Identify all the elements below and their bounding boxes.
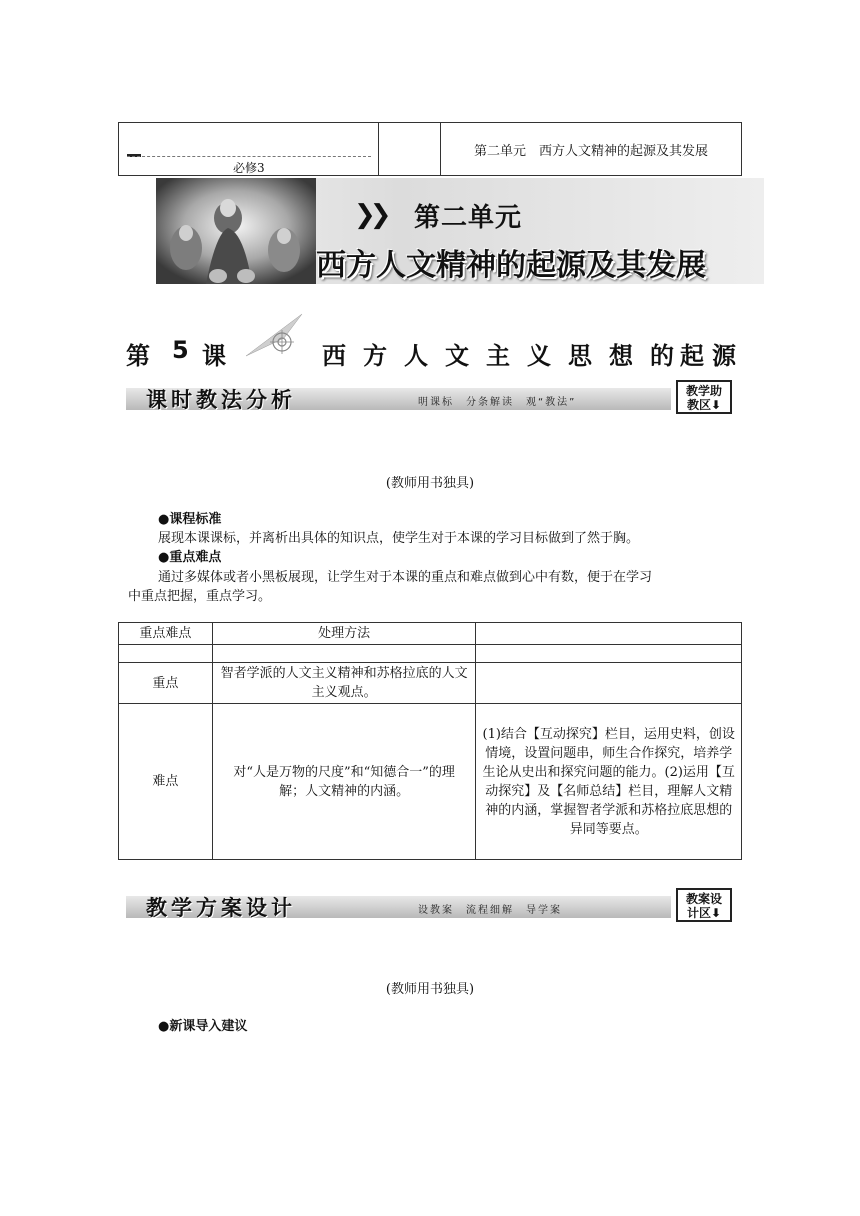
section-bar-lesson-analysis xyxy=(126,380,736,416)
key-points-text-line: 通过多媒体或者小黑板展现，让学生对于本课的重点和难点做到心中有数，便于在学习 xyxy=(158,570,653,585)
lesson-design-tag xyxy=(676,888,732,922)
header-middle-cell xyxy=(378,123,441,175)
table-cell xyxy=(212,645,476,663)
lesson-title-char: 主 xyxy=(486,342,510,370)
banner-unit-label: 第二单元 xyxy=(414,203,523,233)
lesson-title-char: 西 xyxy=(322,342,346,370)
table-cell xyxy=(119,645,213,663)
table-cell-label: 重点 xyxy=(119,663,213,704)
banner-unit-title: 西方人文精神的起源及其发展 xyxy=(316,248,706,283)
tag-line: 教学助 xyxy=(685,384,722,398)
table-cell-label: 难点 xyxy=(119,704,213,860)
table-cell-content: 智者学派的人文主义精神和苏格拉底的人文主义观点。 xyxy=(212,663,476,704)
header-left-cell xyxy=(119,123,379,175)
lesson-title-char: 文 xyxy=(445,342,469,370)
page-header xyxy=(118,122,742,176)
section-title: 教学方案设计 xyxy=(146,895,296,920)
key-points-table xyxy=(118,622,742,860)
lesson-title-char: 人 xyxy=(404,342,428,370)
madonna-painting-image xyxy=(156,178,316,284)
table-cell-method: (1)结合【互动探究】栏目，运用史料，创设情境，设置问题串，师生合作探究，培养学生论从史出和探究问题的能力。(2)运用【互动探究】及【名师总结】栏目，理解人文精神的内涵，掌握智者学派和苏格拉底思想的异同等要点。 xyxy=(476,704,742,860)
lesson-title-char: 想 xyxy=(609,342,633,370)
lesson-title-char: 思 xyxy=(568,342,592,370)
table-header-cell: 处理方法 xyxy=(212,623,476,645)
lesson-title-char: 方 xyxy=(363,342,387,370)
teaching-aid-tag xyxy=(676,380,732,414)
tag-line: 计区⬇ xyxy=(686,906,722,920)
table-cell xyxy=(476,645,742,663)
unit-banner xyxy=(156,178,764,284)
lesson-title-char: 义 xyxy=(527,342,551,370)
lesson-title-char: 的 xyxy=(650,342,674,370)
table-row xyxy=(119,704,742,860)
table-row xyxy=(119,645,742,663)
double-chevron-right-icon: ❯❯ xyxy=(354,200,386,230)
key-points-text-line: 中重点把握，重点学习。 xyxy=(128,589,272,604)
lesson-number-char: 第 xyxy=(126,342,150,370)
header-book-label: 必修3 xyxy=(233,161,265,175)
lesson-title-char: 起 xyxy=(680,342,704,370)
table-cell-content: 对“人是万物的尺度”和“知德合一”的理解；人文精神的内涵。 xyxy=(212,704,476,860)
table-header-row xyxy=(119,623,742,645)
lesson-number-char: 5 xyxy=(172,336,189,364)
table-header-cell: 重点难点 xyxy=(119,623,213,645)
lesson-title-char: 源 xyxy=(712,342,736,370)
teacher-book-note: (教师用书独具) xyxy=(385,982,475,997)
teacher-book-note: (教师用书独具) xyxy=(385,476,475,491)
section-title: 课时教法分析 xyxy=(146,387,296,412)
new-lesson-heading: ●新课导入建议 xyxy=(158,1019,248,1034)
course-standard-heading: ●课程标准 xyxy=(158,512,222,527)
lesson-number-char: 课 xyxy=(202,342,226,370)
key-points-heading: ●重点难点 xyxy=(158,550,222,565)
section-bar-teaching-design xyxy=(126,888,736,924)
header-unit-title: 第二单元 西方人文精神的起源及其发展 xyxy=(473,143,708,159)
target-arrow-icon xyxy=(244,310,308,360)
table-row xyxy=(119,663,742,704)
tag-line: 教区⬇ xyxy=(686,398,722,412)
header-dashed-line xyxy=(127,156,371,157)
section-slogan: 明课标 分条解读 观“教法” xyxy=(418,397,577,408)
tag-line: 教案设 xyxy=(685,892,722,906)
course-standard-text: 展现本课课标，并离析出具体的知识点，使学生对于本课的学习目标做到了然于胸。 xyxy=(158,531,640,546)
section-slogan: 设教案 流程细解 导学案 xyxy=(418,905,562,916)
table-cell-method xyxy=(476,663,742,704)
table-header-cell xyxy=(476,623,742,645)
